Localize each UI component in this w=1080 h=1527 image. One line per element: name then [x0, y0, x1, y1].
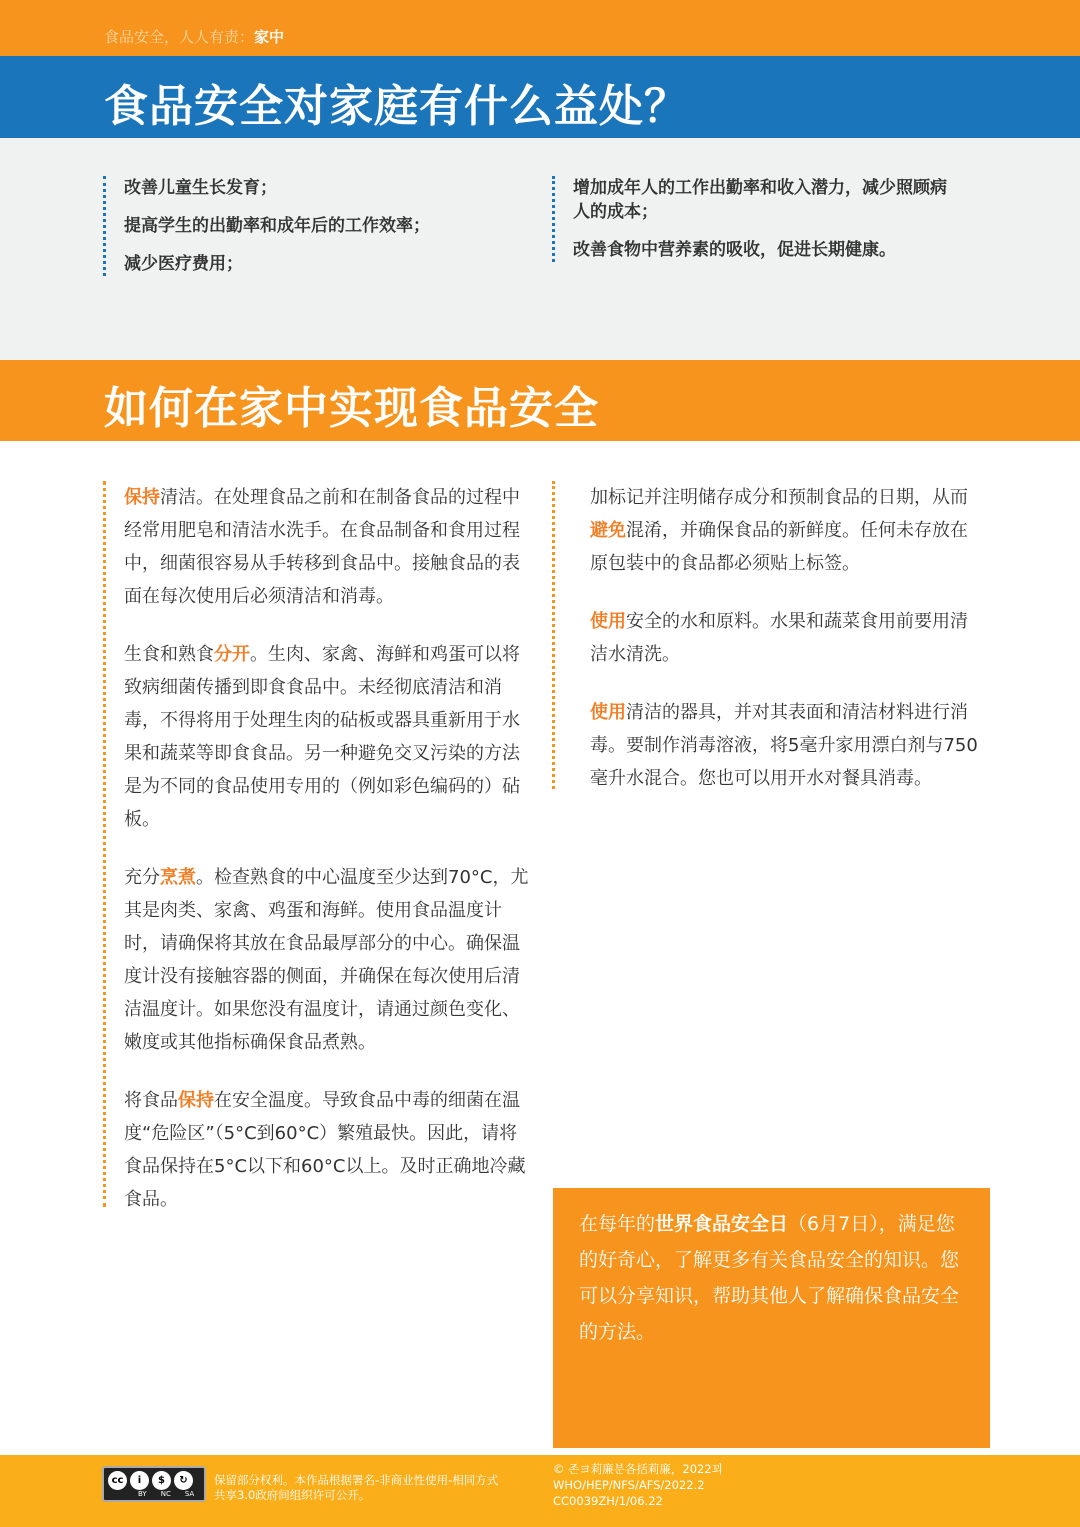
paragraph-clean: 保持清洁。在处理食品之前和在制备食品的过程中经常用肥皂和清洁水洗手。在食品制备和食用过程中，细菌很容易从手转移到食品中。接触食品的表面在每次使用后必须清洁和消毒。 — [124, 487, 520, 607]
left-column — [103, 481, 533, 1210]
benefits-right — [552, 176, 952, 262]
benefits-left — [103, 176, 523, 276]
paragraph-separate: 生食和熟食分开。生肉、家禽、海鲜和鸡蛋可以将致病细菌传播到即食食品中。未经彻底清洁和消毒，不得将用于处理生肉的砧板或器具重新用于水果和蔬菜等即食食品。另一种避免交叉污染的方法是为不同的食品使用专用的（例如彩色编码的）砧板。 — [124, 644, 520, 830]
cc-license-icon[interactable]: cc i $ ↻ BY NC SA — [102, 1466, 206, 1502]
benefit-item: 改善食物中营养素的吸收，促进长期健康。 — [573, 240, 896, 260]
benefit-item: 改善儿童生长发育； — [124, 178, 277, 198]
paragraph-utensils: 使用清洁的器具，并对其表面和清洁材料进行消毒。要制作消毒溶液，将5毫升家用漂白剂与750毫升水混合。您也可以用开水对餐具消毒。 — [590, 702, 978, 789]
paragraph-water: 使用安全的水和原料。水果和蔬菜食用前要用清洁水清洗。 — [590, 611, 968, 665]
benefit-item: 减少医疗费用； — [124, 254, 243, 274]
paragraph-cook: 充分烹煮。检查熟食的中心温度至少达到70°C，尤其是肉类、家禽、鸡蛋和海鲜。使用食品温度计时，请确保将其放在食品最厚部分的中心。确保温度计没有接触容器的侧面，并确保在每次使用后清洁温度计。如果您没有温度计，请通过颜色变化、嫩度或其他指标确保食品煮熟。 — [124, 867, 529, 1053]
paragraph-temperature: 将食品保持在安全温度。导致食品中毒的细菌在温度“危险区”（5°C到60°C）繁殖最快。因此，请将食品保持在5°C以下和60°C以上。及时正确地冷藏食品。 — [124, 1090, 526, 1210]
paragraph-label: 加标记并注明储存成分和预制食品的日期，从而避免混淆，并确保食品的新鲜度。任何未存放在原包装中的食品都必须贴上标签。 — [590, 487, 968, 574]
world-food-safety-day-callout: 在每年的世界食品安全日（6月7日），满足您的好奇心，了解更多有关食品安全的知识。您可以分享知识，帮助其他人了解确保食品安全的方法。 — [553, 1188, 990, 1448]
benefit-item: 提高学生的出勤率和成年后的工作效率； — [124, 216, 430, 236]
copyright-info: © 존ヨ莉廉분各括莉廉，2022꾀 WHO/HEP/NFS/AFS/2022.2 CC0039ZH/1/06.22 — [553, 1462, 723, 1508]
breadcrumb — [104, 26, 284, 47]
section-title: 如何在家中实现食品安全 — [104, 383, 599, 434]
license-text: 保留部分权利。本作品根据署名-非商业性使用-相同方式共享3.0政府间组织许可公开。 — [214, 1473, 499, 1502]
breadcrumb-prefix: 食品安全，人人有责： — [104, 28, 255, 46]
breadcrumb-current: 家中 — [254, 28, 285, 46]
page-title: 食品安全对家庭有什么益处？ — [104, 81, 689, 132]
right-column — [552, 481, 982, 789]
benefit-item: 增加成年人的工作出勤率和收入潜力，减少照顾病人的成本； — [573, 178, 947, 222]
